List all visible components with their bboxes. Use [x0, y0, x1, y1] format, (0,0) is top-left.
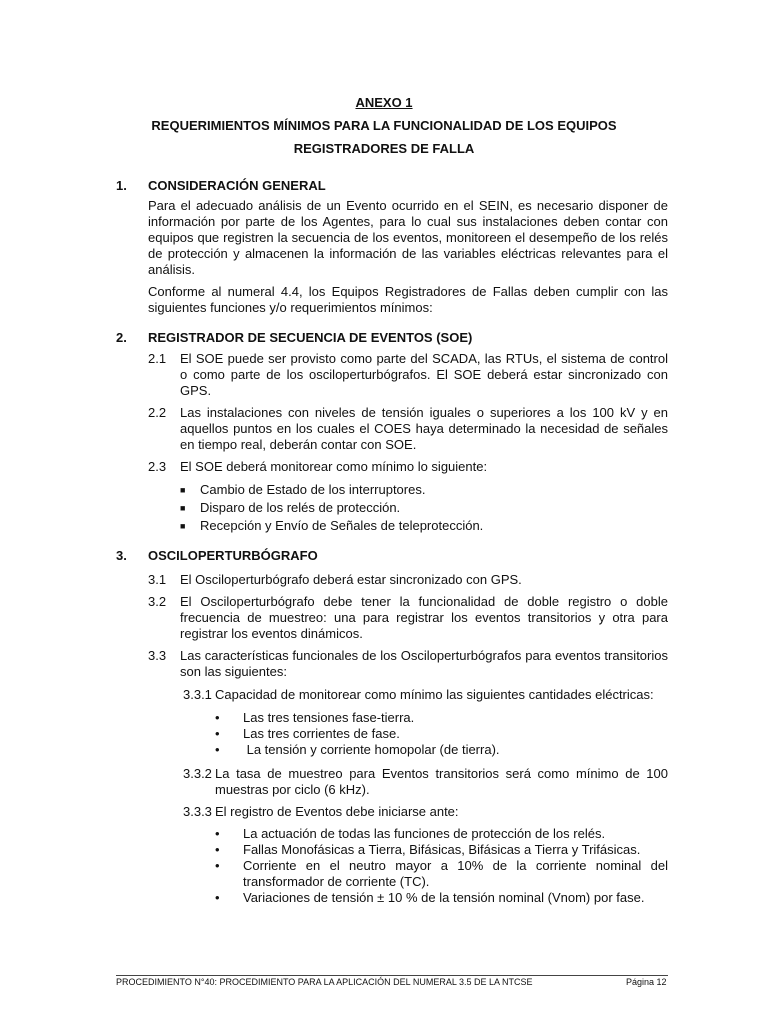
page-number: Página 12: [626, 977, 667, 987]
sub-item-text: Capacidad de monitorear como mínimo las siguientes cantidades eléctricas:: [215, 687, 654, 702]
item-text: Las características funcionales de los Osciloperturbógrafos para eventos transitorios son las siguientes:: [180, 648, 668, 679]
sub-item-text: La tasa de muestreo para Eventos transitorios será como mínimo de 100 muestras por ciclo (6 kHz).: [215, 766, 668, 797]
item-number: 2.2: [148, 405, 167, 420]
round-bullet-icon: •: [215, 826, 220, 841]
item-number: 2.3: [148, 459, 167, 474]
bullet-text: La actuación de todas las funciones de protección de los relés.: [243, 826, 606, 841]
item-text: El SOE deberá monitorear como mínimo lo siguiente:: [180, 459, 488, 474]
section2-number: 2.: [116, 330, 127, 345]
item-number: 3.1: [148, 572, 167, 587]
section1-title: CONSIDERACIÓN GENERAL: [148, 178, 326, 193]
bullet-text: Fallas Monofásicas a Tierra, Bifásicas, Bifásicas a Tierra y Trifásicas.: [243, 842, 641, 857]
round-bullet-icon: •: [215, 710, 220, 725]
bullet-text: Disparo de los relés de protección.: [200, 500, 401, 515]
annex-label: ANEXO 1: [355, 95, 413, 110]
item-text: El Osciloperturbógrafo deberá estar sincronizado con GPS.: [180, 572, 522, 587]
square-bullet-icon: ■: [180, 485, 186, 495]
item-number: 2.1: [148, 351, 167, 366]
bullet-text: Recepción y Envío de Señales de teleprotección.: [200, 518, 484, 533]
annex-title-line1: REQUERIMIENTOS MÍNIMOS PARA LA FUNCIONALIDAD DE LOS EQUIPOS: [151, 118, 617, 133]
sub-item-number: 3.3.3: [183, 804, 212, 819]
bullet-text: Las tres corrientes de fase.: [243, 726, 400, 741]
item-text: Las instalaciones con niveles de tensión iguales o superiores a los 100 kV y en aquellos puntos en los cuales el COES haya determinado la necesidad de señales en tiempo real, deberán contar con SOE.: [180, 405, 668, 452]
round-bullet-icon: •: [215, 842, 220, 857]
round-bullet-icon: •: [215, 742, 220, 757]
item-number: 3.2: [148, 594, 167, 609]
item-text: El SOE puede ser provisto como parte del SCADA, las RTUs, el sistema de control o como parte de los osciloperturbógrafos. El SOE deberá estar sincronizado con GPS.: [180, 351, 668, 398]
section1-paragraph-1: Para el adecuado análisis de un Evento ocurrido en el SEIN, es necesario disponer de información por parte de los Agentes, para lo cual sus instalaciones deben contar con equipos que registren la secuencia de los eventos, monitoreen el desempeño de los relés de protección y almacenen la información de las variables eléctricas relevantes para el análisis.: [148, 198, 668, 277]
item-number: 3.3: [148, 648, 167, 663]
round-bullet-icon: •: [215, 858, 220, 873]
bullet-text: Corriente en el neutro mayor a 10% de la corriente nominal del transformador de corriente (TC).: [243, 858, 668, 889]
bullet-text: Variaciones de tensión ± 10 % de la tensión nominal (Vnom) por fase.: [243, 890, 645, 905]
sub-item-number: 3.3.1: [183, 687, 212, 702]
square-bullet-icon: ■: [180, 521, 186, 531]
square-bullet-icon: ■: [180, 503, 186, 513]
round-bullet-icon: •: [215, 726, 220, 741]
item-text: El Osciloperturbógrafo debe tener la funcionalidad de doble registro o doble frecuencia de muestreo: una para registrar los eventos transitorios y otra para registrar los eventos dinámicos.: [180, 594, 668, 641]
footer-procedure-title: PROCEDIMIENTO N°40: PROCEDIMIENTO PARA LA APLICACIÓN DEL NUMERAL 3.5 DE LA NTCSE: [116, 977, 533, 987]
section3-number: 3.: [116, 548, 127, 563]
sub-item-number: 3.3.2: [183, 766, 212, 781]
section3-title: OSCILOPERTURBÓGRAFO: [148, 548, 318, 563]
footer-divider: [116, 975, 668, 976]
round-bullet-icon: •: [215, 890, 220, 905]
section1-number: 1.: [116, 178, 127, 193]
section1-paragraph-2: Conforme al numeral 4.4, los Equipos Registradores de Fallas deben cumplir con las siguientes funciones y/o requerimientos mínimos:: [148, 284, 668, 315]
sub-item-text: El registro de Eventos debe iniciarse ante:: [215, 804, 459, 819]
section2-title: REGISTRADOR DE SECUENCIA DE EVENTOS (SOE): [148, 330, 473, 345]
bullet-text: Las tres tensiones fase-tierra.: [243, 710, 415, 725]
bullet-text: La tensión y corriente homopolar (de tierra).: [243, 742, 500, 757]
annex-title-line2: REGISTRADORES DE FALLA: [293, 141, 475, 156]
bullet-text: Cambio de Estado de los interruptores.: [200, 482, 426, 497]
